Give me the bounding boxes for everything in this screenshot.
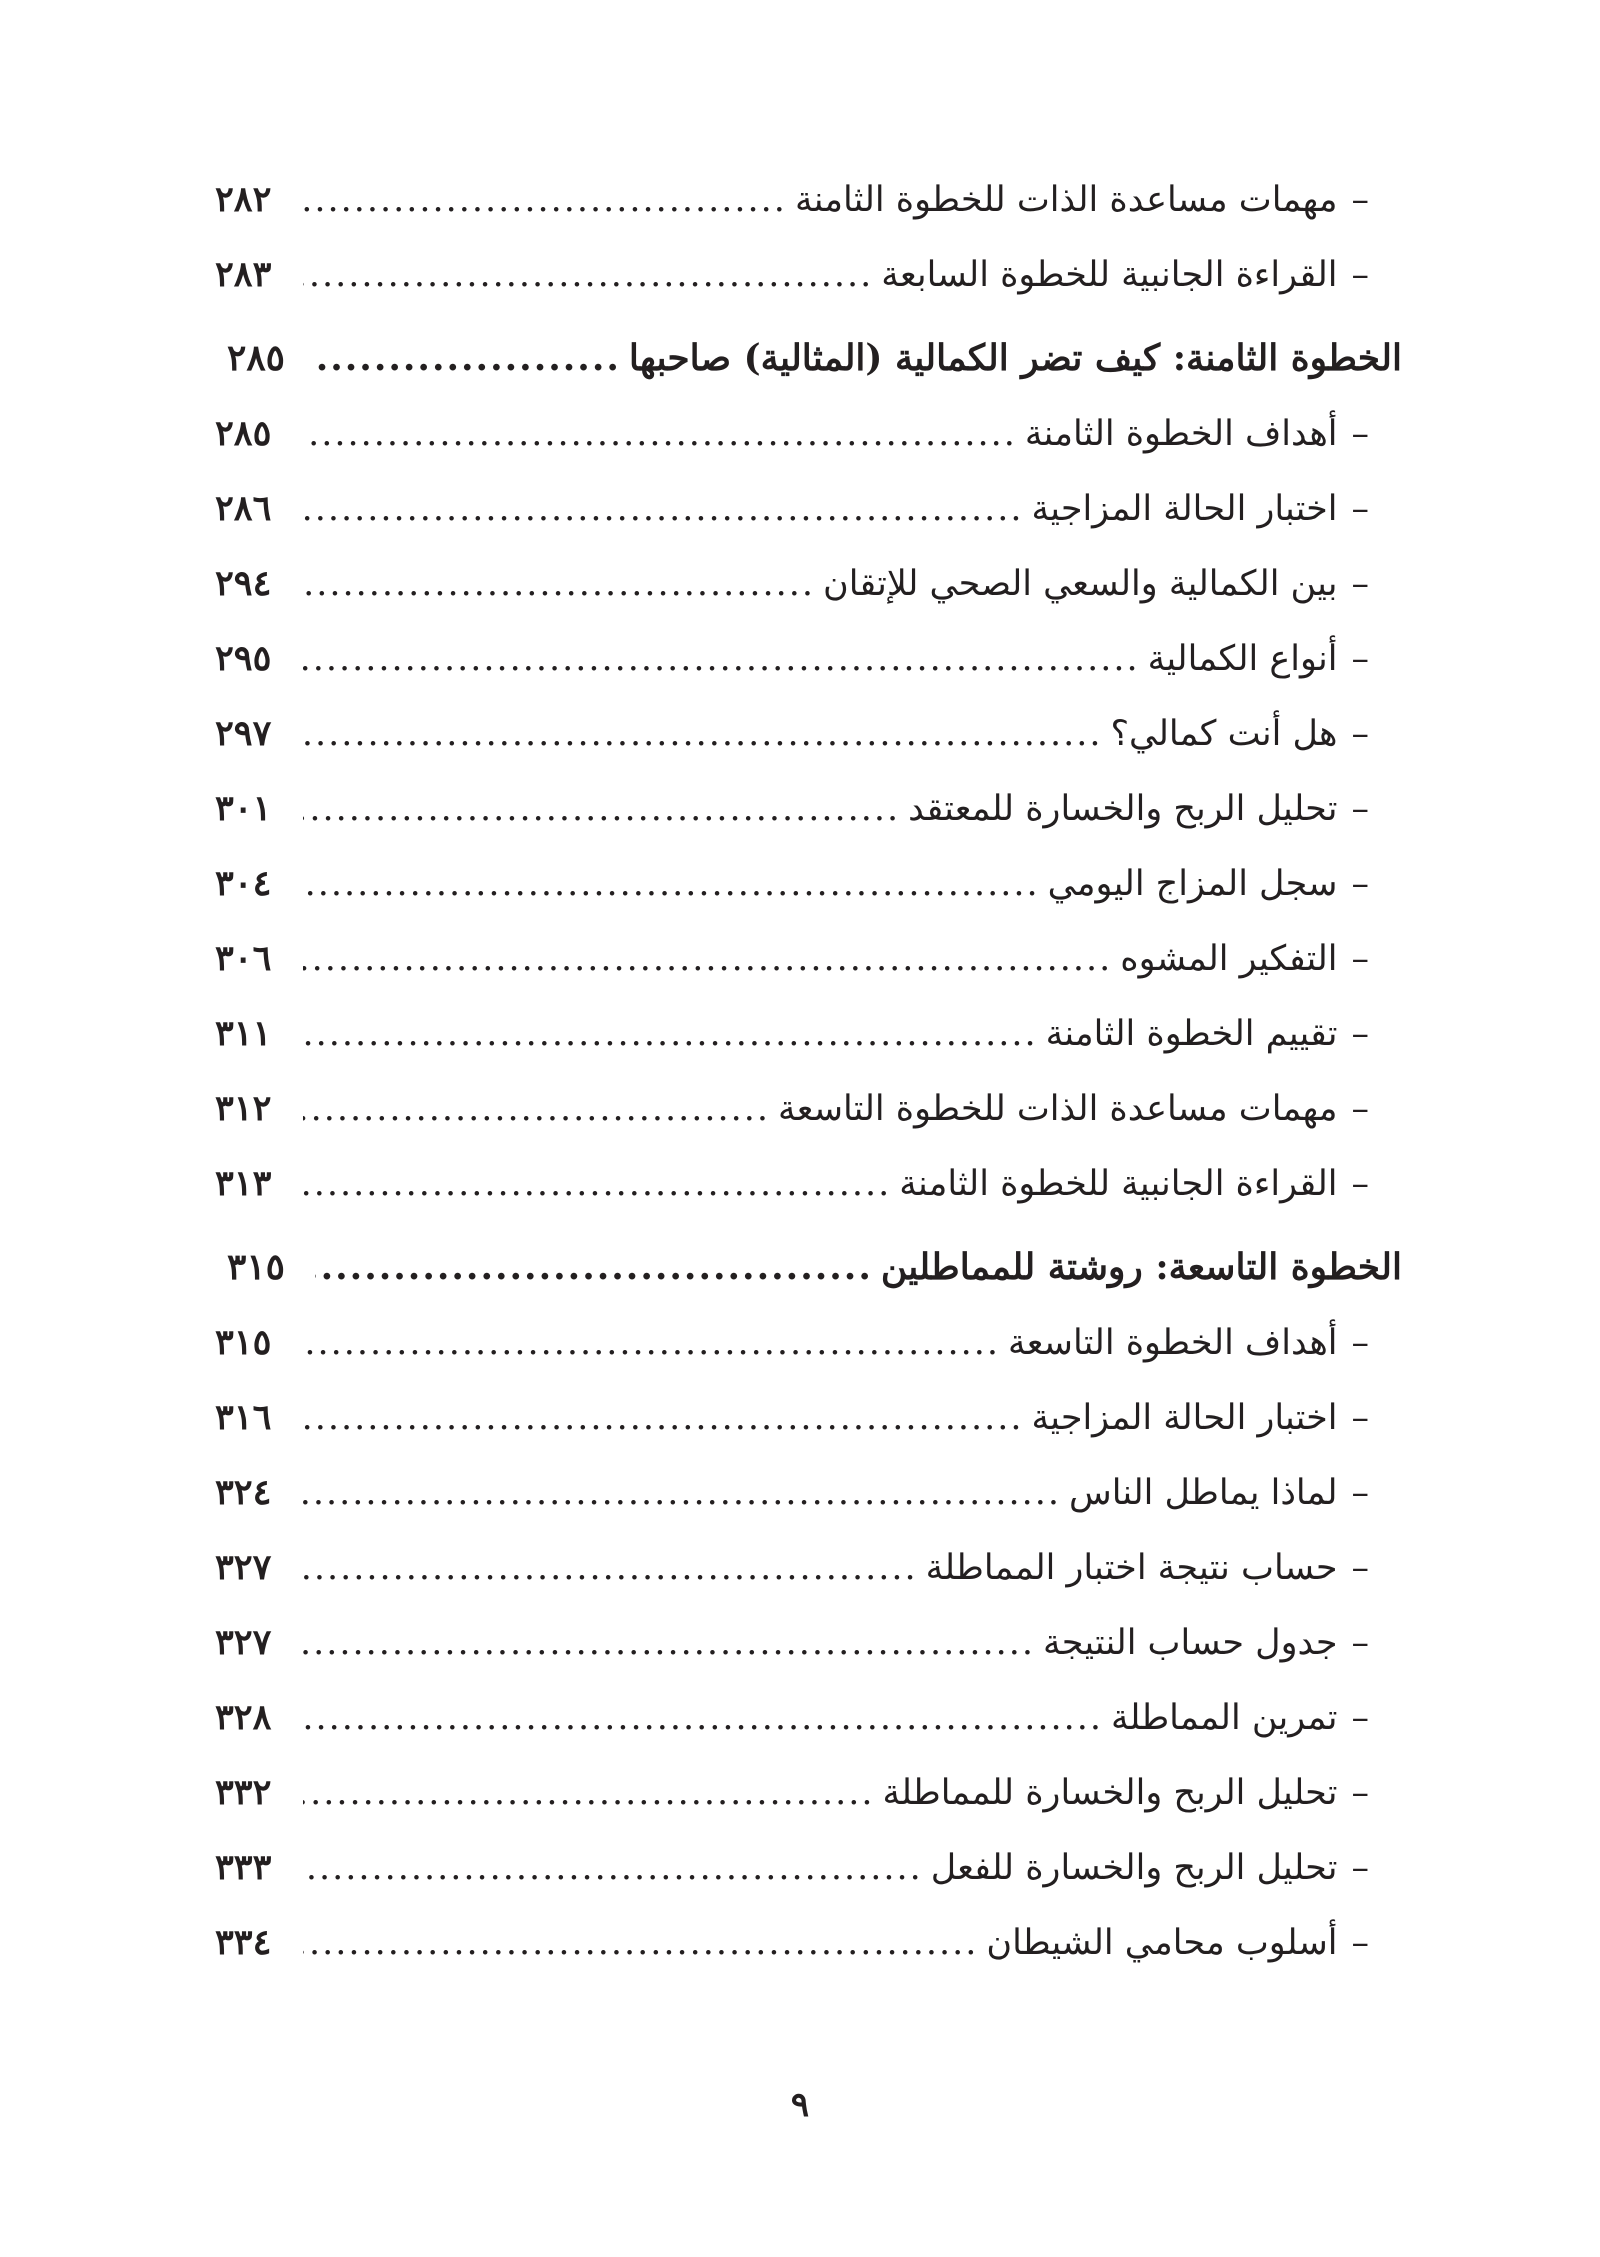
- toc-entry-text: أهداف الخطوة التاسعة: [1007, 1323, 1338, 1363]
- bullet-dash: –: [1351, 414, 1369, 454]
- dot-leader: [303, 1531, 918, 1606]
- toc-entry-page-number: ٣١١: [215, 1013, 272, 1054]
- toc-entry-text: أنواع الكمالية: [1147, 639, 1338, 679]
- bullet-dash: –: [1351, 255, 1369, 295]
- toc-entry-title: [1032, 472, 1403, 547]
- toc-entry-text: تمرين المماطلة: [1110, 1698, 1338, 1738]
- dot-leader: [303, 1831, 923, 1906]
- toc-entry-text: الخطوة الثامنة: كيف تضر الكمالية (المثالية) صاحبها: [628, 337, 1402, 379]
- bullet-dash: –: [1351, 939, 1369, 979]
- dot-leader: [303, 163, 787, 238]
- toc-entry-page-number: ٣٠١: [215, 788, 272, 829]
- toc-entry: [215, 1530, 1402, 1605]
- bullet-dash: –: [1351, 180, 1369, 220]
- dot-leader: [303, 1906, 978, 1981]
- toc-entry-title: [1069, 1456, 1402, 1531]
- table-of-contents: [215, 162, 1402, 1980]
- dot-leader: [303, 1456, 1061, 1531]
- toc-entry: [215, 471, 1402, 546]
- toc-entry-page-number: ٣١٥: [215, 1322, 272, 1363]
- toc-entry-page-number: ٢٩٥: [215, 638, 272, 679]
- toc-entry-text: تقييم الخطوة الثامنة: [1045, 1014, 1338, 1054]
- dot-leader: [303, 1681, 1103, 1756]
- toc-entry-text: أهداف الخطوة الثامنة: [1024, 414, 1338, 454]
- toc-entry-page-number: ٢٨٢: [215, 179, 272, 220]
- toc-entry-page-number: ٢٨٥: [227, 337, 286, 379]
- dot-leader: [303, 1381, 1024, 1456]
- dot-leader: [303, 238, 873, 313]
- toc-entry-page-number: ٣٣٣: [215, 1847, 272, 1888]
- toc-entry: [215, 162, 1402, 237]
- toc-entry-title: [883, 1756, 1403, 1831]
- toc-entry-page-number: ٣٠٤: [215, 863, 272, 904]
- bullet-dash: –: [1351, 489, 1369, 529]
- toc-entry-text: تحليل الربح والخسارة للمماطلة: [882, 1773, 1338, 1813]
- toc-entry-page-number: ٣١٣: [215, 1163, 272, 1204]
- toc-entry-text: اختبار الحالة المزاجية: [1031, 489, 1338, 529]
- toc-entry-title: [926, 1531, 1402, 1606]
- dot-leader: [315, 1230, 873, 1305]
- dot-leader: [303, 847, 1040, 922]
- bullet-dash: –: [1351, 1164, 1369, 1204]
- toc-entry-text: القراءة الجانبية للخطوة الثامنة: [899, 1164, 1338, 1204]
- toc-entry: [215, 1830, 1402, 1905]
- bullet-dash: –: [1351, 1323, 1369, 1363]
- toc-entry-title: [1032, 1381, 1403, 1456]
- toc-entry-page-number: ٣٣٢: [215, 1772, 272, 1813]
- toc-entry-title: [899, 1147, 1402, 1222]
- toc-entry: [215, 1455, 1402, 1530]
- toc-entry-page-number: ٣٣٤: [215, 1922, 272, 1963]
- toc-entry-text: تحليل الربح والخسارة للمعتقد: [908, 789, 1338, 829]
- toc-entry-text: القراءة الجانبية للخطوة السابعة: [881, 255, 1338, 295]
- toc-entry: [215, 546, 1402, 621]
- bullet-dash: –: [1351, 1014, 1369, 1054]
- dot-leader: [303, 1756, 875, 1831]
- toc-entry-title: [908, 772, 1402, 847]
- dot-leader: [303, 997, 1038, 1072]
- bullet-dash: –: [1351, 864, 1369, 904]
- toc-entry-text: سجل المزاج اليومي: [1047, 864, 1338, 904]
- toc-entry: [215, 1380, 1402, 1455]
- toc-entry-text: لماذا يماطل الناس: [1069, 1473, 1338, 1513]
- toc-entry: [215, 1605, 1402, 1680]
- toc-entry-title: [1120, 922, 1402, 997]
- toc-section-heading: [215, 1230, 1402, 1305]
- toc-entry: [215, 1071, 1402, 1146]
- toc-entry-title: [1048, 847, 1402, 922]
- toc-section-heading: [215, 321, 1402, 396]
- bullet-dash: –: [1351, 639, 1369, 679]
- dot-leader: [303, 1147, 891, 1222]
- toc-entry-text: بين الكمالية والسعي الصحي للإتقان: [823, 564, 1338, 604]
- toc-entry: [215, 1755, 1402, 1830]
- toc-entry: [215, 1680, 1402, 1755]
- toc-entry-title: [986, 1906, 1402, 1981]
- toc-entry-page-number: ٣٢٨: [215, 1697, 272, 1738]
- dot-leader: [303, 622, 1140, 697]
- toc-entry: [215, 921, 1402, 996]
- toc-entry: [215, 621, 1402, 696]
- toc-entry-title: [795, 163, 1402, 238]
- bullet-dash: –: [1351, 789, 1369, 829]
- toc-entry-title: [1111, 1681, 1402, 1756]
- toc-entry-title: [1110, 697, 1402, 772]
- toc-entry-title: [931, 1831, 1402, 1906]
- dot-leader: [303, 1072, 770, 1147]
- toc-entry-title: [1046, 997, 1402, 1072]
- toc-entry-title: [881, 238, 1402, 313]
- dot-leader: [303, 772, 900, 847]
- toc-entry-text: جدول حساب النتيجة: [1043, 1623, 1338, 1663]
- toc-entry-text: هل أنت كمالي؟: [1110, 714, 1338, 754]
- toc-entry: [215, 696, 1402, 771]
- toc-entry-page-number: ٣١٥: [227, 1246, 286, 1288]
- toc-entry-title: [823, 547, 1402, 622]
- toc-entry-text: تحليل الربح والخسارة للفعل: [930, 1848, 1338, 1888]
- toc-entry-text: التفكير المشوه: [1120, 939, 1338, 979]
- bullet-dash: –: [1351, 1698, 1369, 1738]
- toc-entry-text: أسلوب محامي الشيطان: [986, 1923, 1338, 1963]
- toc-entry-text: مهمات مساعدة الذات للخطوة الثامنة: [794, 180, 1338, 220]
- toc-entry-text: حساب نتيجة اختبار المماطلة: [925, 1548, 1338, 1588]
- toc-entry-title: [629, 321, 1402, 396]
- toc-entry-title: [1148, 622, 1402, 697]
- toc-entry-text: الخطوة التاسعة: روشتة للمماطلين: [880, 1246, 1402, 1288]
- bullet-dash: –: [1351, 1923, 1369, 1963]
- bullet-dash: –: [1351, 714, 1369, 754]
- toc-entry: [215, 1905, 1402, 1980]
- toc-entry-page-number: ٣٢٧: [215, 1622, 272, 1663]
- toc-entry: [215, 1305, 1402, 1380]
- toc-entry-page-number: ٣٢٤: [215, 1472, 272, 1513]
- toc-entry: [215, 771, 1402, 846]
- toc-entry: [215, 237, 1402, 312]
- bullet-dash: –: [1351, 1089, 1369, 1129]
- dot-leader: [303, 1606, 1035, 1681]
- bullet-dash: –: [1351, 1548, 1369, 1588]
- bullet-dash: –: [1351, 1623, 1369, 1663]
- dot-leader: [303, 1306, 1000, 1381]
- dot-leader: [303, 472, 1024, 547]
- bullet-dash: –: [1351, 564, 1369, 604]
- toc-entry: [215, 396, 1402, 471]
- bullet-dash: –: [1351, 1398, 1369, 1438]
- toc-entry-page-number: ٢٨٥: [215, 413, 272, 454]
- bullet-dash: –: [1351, 1473, 1369, 1513]
- toc-entry-page-number: ٢٩٧: [215, 713, 272, 754]
- dot-leader: [315, 321, 621, 396]
- dot-leader: [303, 397, 1017, 472]
- toc-entry-page-number: ٢٨٣: [215, 254, 272, 295]
- dot-leader: [303, 547, 815, 622]
- toc-entry-page-number: ٢٨٦: [215, 488, 272, 529]
- toc-entry-page-number: ٣١٦: [215, 1397, 272, 1438]
- toc-entry-title: [1043, 1606, 1402, 1681]
- toc-entry-text: اختبار الحالة المزاجية: [1031, 1398, 1338, 1438]
- toc-entry: [215, 1146, 1402, 1221]
- toc-entry-page-number: ٣١٢: [215, 1088, 272, 1129]
- toc-entry: [215, 996, 1402, 1071]
- toc-entry-title: [881, 1230, 1402, 1305]
- bullet-dash: –: [1351, 1773, 1369, 1813]
- toc-entry-title: [778, 1072, 1402, 1147]
- toc-entry-page-number: ٣٠٦: [215, 938, 272, 979]
- dot-leader: [303, 697, 1102, 772]
- toc-entry-page-number: ٣٢٧: [215, 1547, 272, 1588]
- toc-entry-title: [1008, 1306, 1402, 1381]
- toc-entry-text: مهمات مساعدة الذات للخطوة التاسعة: [778, 1089, 1338, 1129]
- toc-entry: [215, 846, 1402, 921]
- toc-entry-title: [1025, 397, 1402, 472]
- bullet-dash: –: [1351, 1848, 1369, 1888]
- page-number: ٩: [790, 2085, 810, 2125]
- dot-leader: [303, 922, 1112, 997]
- toc-entry-page-number: ٢٩٤: [215, 563, 272, 604]
